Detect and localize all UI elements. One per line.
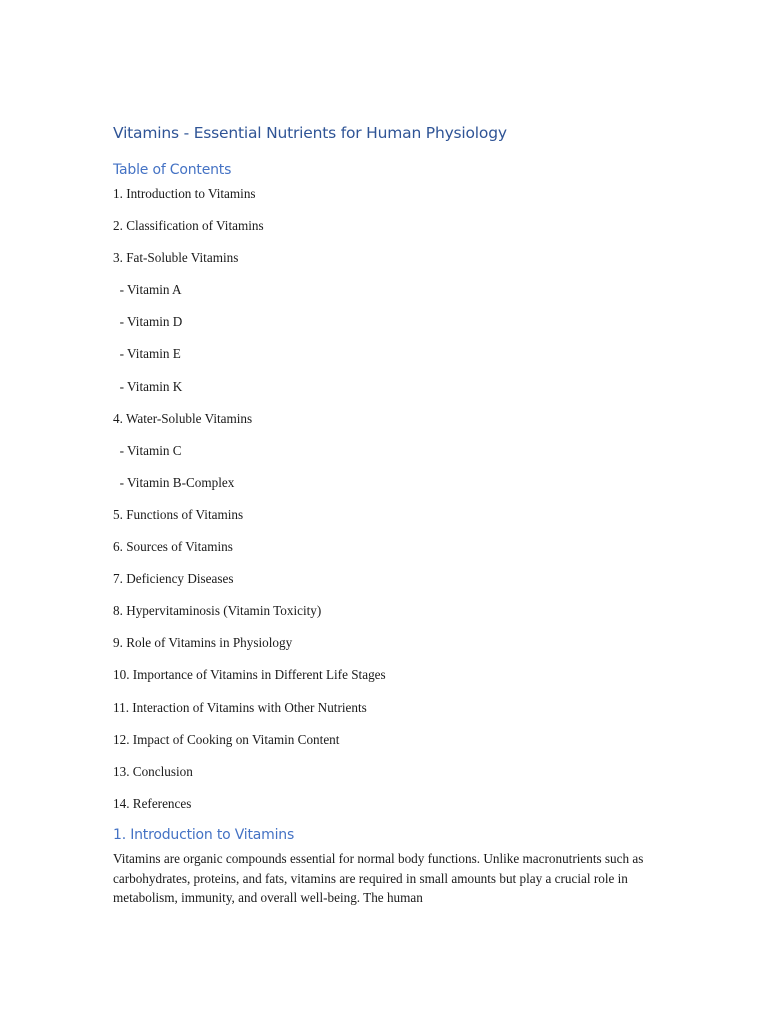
toc-item: 12. Impact of Cooking on Vitamin Content: [113, 731, 340, 747]
section-heading-introduction: 1. Introduction to Vitamins: [113, 827, 295, 843]
toc-subitem: - Vitamin K: [113, 378, 183, 394]
toc-item: 5. Functions of Vitamins: [113, 506, 244, 522]
toc-item: 3. Fat-Soluble Vitamins: [113, 250, 239, 266]
toc-item: 6. Sources of Vitamins: [113, 539, 233, 555]
introduction-paragraph: Vitamins are organic compounds essential for normal body functions. Unlike macronutrients such as carbohydrates, proteins, and fats, vitamins are required in small amounts but play a crucial role in metabolism, immunity, and overall well-being. The human: [113, 851, 644, 905]
toc-item: 13. Conclusion: [113, 763, 193, 779]
toc-subitem: - Vitamin C: [113, 442, 182, 458]
toc-item: 11. Interaction of Vitamins with Other Nutrients: [113, 699, 367, 715]
toc-subitem: - Vitamin D: [113, 314, 183, 330]
table-of-contents: [113, 184, 386, 826]
document-title: Vitamins - Essential Nutrients for Human Physiology: [113, 124, 507, 142]
toc-subitem: - Vitamin B-Complex: [113, 474, 235, 490]
toc-subitem: - Vitamin E: [113, 346, 181, 362]
toc-item: 4. Water-Soluble Vitamins: [113, 410, 253, 426]
toc-item: 8. Hypervitaminosis (Vitamin Toxicity): [113, 603, 322, 619]
toc-heading: Table of Contents: [113, 162, 232, 178]
toc-subitem: - Vitamin A: [113, 282, 182, 298]
toc-item: 10. Importance of Vitamins in Different Life Stages: [113, 667, 386, 683]
toc-item: 7. Deficiency Diseases: [113, 571, 234, 587]
toc-item: 1. Introduction to Vitamins: [113, 186, 256, 201]
toc-item: 14. References: [113, 795, 192, 811]
toc-item: 2. Classification of Vitamins: [113, 218, 264, 234]
toc-item: 9. Role of Vitamins in Physiology: [113, 635, 293, 651]
